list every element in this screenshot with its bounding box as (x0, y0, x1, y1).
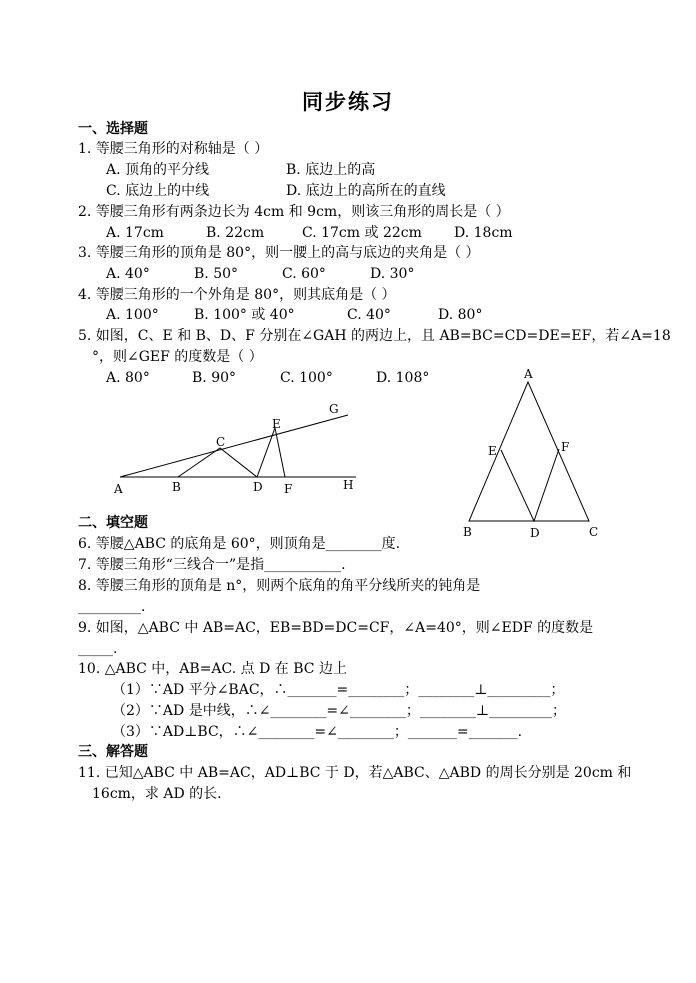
question-9-line-2: _____. (78, 641, 118, 657)
fig1-label-g: G (329, 402, 339, 416)
fig1-label-a: A (114, 482, 123, 496)
question-7: 7. 等腰三角形“三线合一”是指___________. (78, 557, 346, 573)
fig1-label-e: E (272, 417, 281, 431)
q5-option-c: C. 100° (280, 370, 333, 386)
zigzag-segments (178, 428, 285, 477)
fig1-label-b: B (172, 480, 181, 494)
q3-option-c: C. 60° (282, 266, 326, 282)
question-6: 6. 等腰△ABC 的底角是 60°，则顶角是________度. (78, 536, 401, 552)
ray-ag (120, 415, 348, 477)
q5-option-b: B. 90° (192, 370, 237, 386)
q1-option-d: D. 底边上的高所在的直线 (286, 183, 446, 199)
fig1-label-c: C (216, 435, 226, 449)
fig2-label-d: D (530, 526, 540, 540)
q4-option-d: D. 80° (438, 307, 483, 323)
page-title: 同步练习 (302, 89, 394, 114)
question-9-line-1: 9. 如图，△ABC 中 AB=AC，EB=BD=DC=CF，∠A=40°，则∠EDF 的度数是 (78, 620, 594, 636)
fig1-label-h: H (343, 478, 354, 492)
section-fill-heading: 二、填空题 (78, 515, 148, 531)
question-11-line-1: 11. 已知△ABC 中 AB=AC，AD⊥BC 于 D，若△ABC、△ABD 的周长分别是 20cm 和 (78, 765, 632, 781)
question-5-line-1: 5. 如图，C、E 和 B、D、F 分别在∠GAH 的两边上，且 AB=BC=CD=DE=EF，若∠A=18 (78, 328, 671, 344)
q4-option-c: C. 40° (347, 307, 391, 323)
q3-option-a: A. 40° (106, 266, 150, 282)
figure-triangle-abc (455, 362, 615, 544)
q2-option-b: B. 22cm (206, 225, 265, 241)
segments-ed-df (501, 449, 559, 521)
question-10-part-1: （1）∵AD 平分∠BAC，∴_______=________；________⊥_________； (112, 682, 565, 698)
q2-option-d: D. 18cm (454, 225, 513, 241)
fig2-label-b: B (463, 525, 472, 539)
question-10-part-3: （3）∵AD⊥BC，∴∠________=∠________；_______=_______. (112, 724, 523, 740)
q5-option-d: D. 108° (376, 370, 430, 386)
q2-option-c: C. 17cm 或 22cm (302, 225, 422, 241)
q1-option-c: C. 底边上的中线 (106, 183, 210, 199)
fig2-label-a: A (524, 367, 533, 381)
q1-option-b: B. 底边上的高 (286, 162, 376, 178)
q1-option-a: A. 顶角的平分线 (106, 162, 210, 178)
q3-option-d: D. 30° (370, 266, 415, 282)
question-11-line-2: 16cm，求 AD 的长. (92, 786, 222, 802)
q4-option-b: B. 100° 或 40° (194, 307, 295, 323)
question-10-part-2: （2）∵AD 是中线，∴∠________=∠________；________⊥_________； (112, 703, 567, 719)
q3-option-b: B. 50° (194, 266, 239, 282)
question-8-line-2: _________. (78, 599, 146, 615)
fig1-label-f: F (284, 482, 293, 496)
question-8-line-1: 8. 等腰三角形的顶角是 n°，则两个底角的角平分线所夹的钝角是 (78, 578, 481, 594)
fig2-label-e: E (488, 444, 497, 458)
triangle-abc (469, 382, 589, 521)
fig2-label-f: F (561, 440, 570, 454)
question-10: 10. △ABC 中，AB=AC. 点 D 在 BC 边上 (78, 661, 347, 677)
q4-option-a: A. 100° (106, 307, 159, 323)
section-choice-heading: 一、选择题 (78, 121, 148, 137)
question-2: 2. 等腰三角形有两条边长为 4cm 和 9cm，则该三角形的周长是（ ） (78, 204, 510, 220)
figure-angle-gah (100, 395, 370, 500)
question-4: 4. 等腰三角形的一个外角是 80°，则其底角是（ ） (78, 287, 396, 303)
question-5-line-2: °，则∠GEF 的度数是（ ） (92, 349, 263, 365)
question-1: 1. 等腰三角形的对称轴是（ ） (78, 141, 269, 157)
q5-option-a: A. 80° (106, 370, 150, 386)
question-3: 3. 等腰三角形的顶角是 80°，则一腰上的高与底边的夹角是（ ） (78, 245, 480, 261)
section-solve-heading: 三、解答题 (78, 744, 148, 760)
fig2-label-c: C (589, 525, 599, 539)
fig1-label-d: D (253, 480, 263, 494)
q2-option-a: A. 17cm (106, 225, 164, 241)
